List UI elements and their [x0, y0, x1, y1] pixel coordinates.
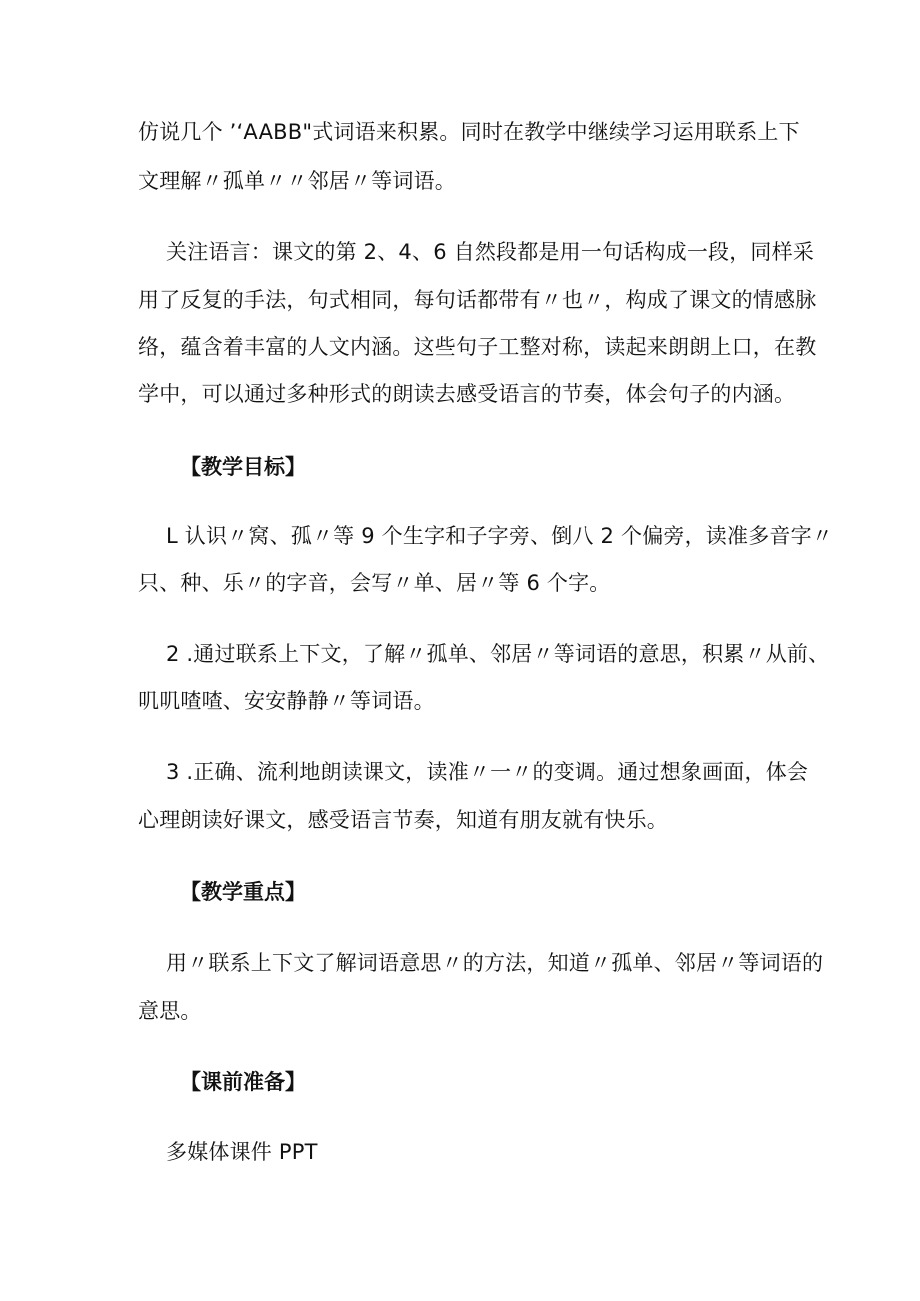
paragraph-language-line-3: 络，蕴含着丰富的人文内涵。这些句子工整对称，读起来朗朗上口，在教: [138, 335, 817, 359]
goal-item-2-line-1: 2 .通过联系上下文，了解〃孤单、邻居〃等词语的意思，积累〃从前、: [166, 642, 830, 666]
focus-line-1: 用〃联系上下文了解词语意思〃的方法，知道〃孤单、邻居〃等词语的: [166, 951, 824, 975]
paragraph-intro-line-1: 仿说几个 ’‘AABB"式词语来积累。同时在教学中继续学习运用联系上下: [138, 120, 800, 144]
paragraph-language-line-1: 关注语言：课文的第 2、4、6 自然段都是用一句话构成一段，同样采: [166, 240, 815, 264]
goal-item-3-line-2: 心理朗读好课文，感受语言节奏，知道有朋友就有快乐。: [138, 808, 668, 832]
paragraph-language-line-2: 用了反复的手法，句式相同，每句话都带有〃也〃，构成了课文的情感脉: [138, 288, 817, 312]
paragraph-language-line-4: 学中，可以通过多种形式的朗读去感受语言的节奏，体会句子的内涵。: [138, 382, 796, 406]
goal-item-2-line-2: 叽叽喳喳、安安静静〃等词语。: [138, 689, 435, 713]
paragraph-intro-line-2: 文理解〃孤单〃〃邻居〃等词语。: [138, 169, 456, 193]
preparation-line-1: 多媒体课件 PPT: [166, 1140, 318, 1164]
goal-item-3-line-1: 3 .正确、流利地朗读课文，读准〃一〃的变调。通过想象画面，体会: [166, 760, 809, 784]
goal-item-1-line-2: 只、种、乐〃的字音，会写〃单、居〃等 6 个字。: [138, 571, 611, 595]
goal-item-1-line-1: L 认识〃窝、孤〃等 9 个生字和子字旁、倒八 2 个偏旁，读准多音字〃: [166, 524, 833, 548]
heading-class-preparation: 【课前准备】: [180, 1070, 306, 1094]
heading-teaching-goals: 【教学目标】: [180, 455, 306, 479]
heading-teaching-focus: 【教学重点】: [180, 880, 306, 904]
focus-line-2: 意思。: [138, 999, 202, 1023]
